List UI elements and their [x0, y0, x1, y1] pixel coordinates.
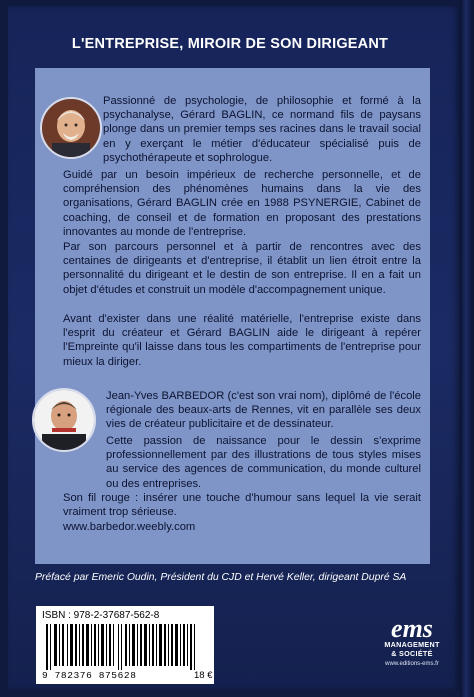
paragraph-psynergie: Guidé par un besoin impérieux de recherche personnelle, et de compréhension des phénomènes humains dans la vie des organisations, Gérard BAGLIN crée en 1988 PSYNERGIE, Cabinet de coaching, de conseil et de formation en proposant des prestations innovantes au monde de l'entreprise. — [63, 169, 421, 238]
paragraph-parcours: Par son parcours personnel et à partir de rencontres avec des centaines de dirigeants et d'entreprise, il établit un lien étroit entre la personnalité du dirigeant et le destin de son entreprise. Il en a fait un objet d'études et construit un modèle d'accompagnement unique. — [63, 241, 421, 296]
paragraph-barbedor-intro: Jean-Yves BARBEDOR (c'est son vrai nom), diplômé de l'école régionale des beaux-arts de Rennes, vit en parallèle ses deux vies de créateur publicitaire et de dessinateur. — [106, 390, 421, 431]
website-link[interactable]: www.barbedor.weebly.com — [63, 521, 196, 533]
author-photo-baglin — [40, 97, 102, 159]
preface-credit: Préfacé par Emeric Oudin, Président du CJD et Hervé Keller, dirigeant Dupré SA — [35, 572, 407, 583]
barcode-block — [36, 606, 214, 684]
isbn-label: ISBN : 978-2-37687-562-8 — [42, 610, 160, 621]
publisher-line1: MANAGEMENT — [384, 640, 440, 649]
author-photo-barbedor — [32, 388, 96, 452]
paragraph-passion: Cette passion de naissance pour le dessin s'exprime professionnellement par des illustrations de tous styles mises au service des agences de communication, du monde culturel ou des entreprises. — [106, 435, 421, 490]
book-title: L'ENTREPRISE, MIROIR DE SON DIRIGEANT — [71, 36, 389, 52]
barcode-image — [46, 624, 204, 670]
publisher-line2: & SOCIÉTÉ — [391, 649, 433, 658]
paragraph-baglin-intro: Passionné de psychologie, de philosophie et formé à la psychanalyse, Gérard BAGLIN, ce normand fils de paysans plonge dans un premier temps ses racines dans le travail social en y exerçant le métier d'éducateur spécialisé puis de psychothérapeute et sophrologue. — [103, 95, 421, 164]
paragraph-fil-rouge: Son fil rouge : insérer une touche d'humour sans lequel la vie serait vraiment trop sérieuse. — [63, 492, 421, 519]
spine-edge — [460, 0, 474, 697]
paragraph-empreinte: Avant d'exister dans une réalité matérielle, l'entreprise existe dans l'esprit du créateur et Gérard BAGLIN aide le dirigeant à repérer l'Empreinte qu'il laisse dans tous les compartiments de l'entreprise pour mieux la diriger. — [63, 313, 421, 368]
publisher-url: www.editions-ems.fr — [385, 661, 439, 667]
price-label: 18 € — [194, 670, 213, 681]
publisher-name: ems — [391, 614, 433, 643]
barcode-number: 9 782376 875628 — [42, 670, 137, 681]
publisher-logo — [382, 614, 442, 667]
